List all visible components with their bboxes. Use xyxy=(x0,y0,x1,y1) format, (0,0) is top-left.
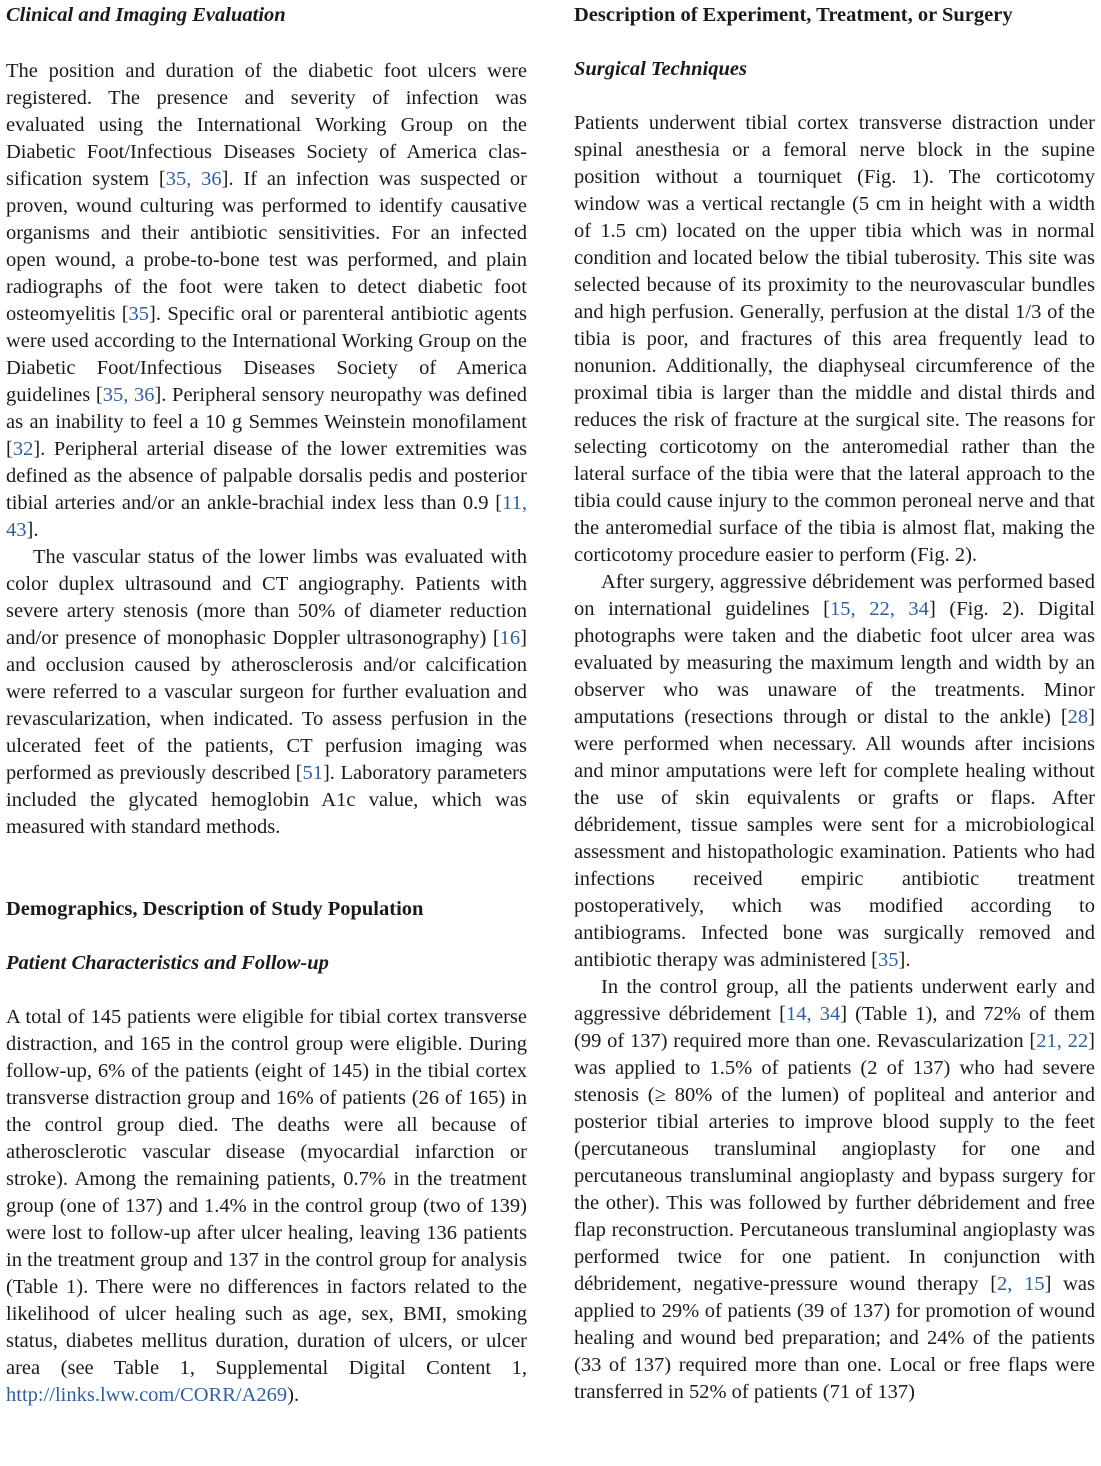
paragraph xyxy=(6,1004,527,1409)
text-run: ] were performed when necessary. All wounds after incisions and minor amputations were left for complete healing without the use of skin equivalents or grafts or flaps. After débridement, tissue samples were sent for a microbiological assessment and histopathologic examination. Patients who had infections received empiric antibiotic treatment postoperatively, which was modified according to antibiograms. Infected bone was surgically removed and antibiotic therapy was administered [ xyxy=(574,706,1095,971)
citation-link[interactable]: 16 xyxy=(499,627,521,649)
right-column xyxy=(574,0,1095,1406)
text-run: The position and duration of the diabetic foot ulcers were registered. The presence and severity of infection was evaluated using the International Working Group on the Diabetic Foot/Infectious Diseases Society of America classification system [ xyxy=(6,60,527,190)
paragraph xyxy=(6,58,527,544)
experiment-heading: Description of Experiment, Treatment, or Surgery xyxy=(574,4,1013,26)
text-run: Patients underwent tibial cortex transverse distraction under spinal anesthesia or a femoral nerve block in the supine position without a tourniquet (Fig. 1). The corticotomy window was a vertical rectangle (5 cm in height with a width of 1.5 cm) located on the upper tibia which was in normal condition and located below the tibial tuberosity. This site was selected because of its proximity to the neurovascular bundles and high perfusion. Generally, perfusion at the distal 1/3 of the tibia is poor, and fractures of this area frequently lead to nonunion. Additionally, the diaphyseal circumference of the proximal tibia is larger than the middle and distal thirds and reduces the risk of fracture at the surgical site. The reasons for selecting corticotomy on the anteromedial rather than the lateral surface of the tibia were that the lateral approach to the tibia could cause injury to the common peroneal nerve and that the anteromedial surface of the tibia is almost flat, making the corticotomy procedure easier to perform (Fig. 2). xyxy=(574,112,1095,566)
text-run: ] and occlusion caused by atherosclerosis and/or calcification were referred to a vascular surgeon for further evaluation and revascularization, when indicated. To assess perfusion in the ulcerated feet of the patients, CT perfusion imaging was performed as previously described [ xyxy=(6,627,527,784)
text-run: ] (Fig. 2). Digital photographs were taken and the diabetic foot ulcer area was evaluated by measuring the maximum length and width by an observer who was unaware of the treatments. Minor amputations (resections through or distal to the ankle) [ xyxy=(574,598,1095,728)
citation-link[interactable]: 35 xyxy=(128,303,150,325)
demographics-heading: Demographics, Description of Study Population xyxy=(6,898,424,920)
text-run: ]. Peripheral sensory neuropathy was defined as an inability to feel a 10 g Semmes Weinstein monofilament [ xyxy=(6,384,527,460)
patient-characteristics-heading: Patient Characteristics and Follow-up xyxy=(6,952,329,974)
text-run: ]. Peripheral arterial disease of the lower extremities was defined as the absence of palpable dorsalis pedis and posterior tibial arteries and/or an ankle-brachial index less than 0.9 [ xyxy=(6,438,527,514)
paragraph xyxy=(574,974,1095,1406)
citation-link[interactable]: 21, 22 xyxy=(1036,1030,1089,1052)
text-run: ] (Table 1), and 72% of them (99 of 137) required more than one. Revascularization [ xyxy=(574,1003,1096,1052)
paragraph xyxy=(6,544,527,841)
text-run: ]. xyxy=(26,519,39,541)
citation-link[interactable]: 35, 36 xyxy=(102,384,155,406)
text-run: A total of 145 patients were eligible for tibial cortex transverse distraction, and 165 in the control group were eligible. During follow-up, 6% of the patients (eight of 145) in the tibial cortex transverse distraction group and 16% of patients (26 of 165) in the control group died. The deaths were all because of atherosclerotic vascular disease (myocardial infarction or stroke). Among the remaining patients, 0.7% in the treatment group (one of 137) and 1.4% in the control group (two of 139) were lost to follow-up after ulcer healing, leaving 136 patients in the treatment group and 137 in the control group for analysis (Table 1). There were no differences in factors related to the likelihood of ulcer healing such as age, sex, BMI, smoking status, diabetes mellitus duration, duration of ulcers, or ulcer area (see Table 1, Supplemental Digital Content 1, xyxy=(6,1006,527,1379)
text-run: ] was applied to 29% of patients (39 of 137) for promotion of wound healing and wound bed preparation; and 24% of the patients (33 of 137) required more than one. Local or free flaps were transferred in 52% of patients (71 of 137) xyxy=(574,1273,1096,1403)
citation-link[interactable]: 35 xyxy=(878,949,899,971)
citation-link[interactable]: 35, 36 xyxy=(165,168,222,190)
supplemental-link[interactable]: http://links.lww.com/CORR/A269 xyxy=(6,1384,288,1406)
text-run: The vascular status of the lower limbs was evaluated with color duplex ultrasound and CT angiography. Patients with severe artery stenosis (more than 50% of diameter reduction and/or presence of monophasic Doppler ultrasonography) [ xyxy=(6,546,527,649)
text-run: ]. Specific oral or parenteral antibiotic agents were used according to the International Working Group on the Diabetic Foot/Infectious Diseases Society of America guidelines [ xyxy=(6,303,527,406)
text-run: In the control group, all the patients underwent early and aggressive débridement [ xyxy=(574,976,1095,1025)
citation-link[interactable]: 28 xyxy=(1067,706,1089,728)
citation-link[interactable]: 32 xyxy=(12,438,34,460)
citation-link[interactable]: 2, 15 xyxy=(997,1273,1045,1295)
citation-link[interactable]: 15, 22, 34 xyxy=(829,598,929,620)
text-run: ]. Laboratory parameters included the glycated hemoglobin A1c value, which was measured with standard methods. xyxy=(6,762,527,838)
text-run: ). xyxy=(287,1384,300,1406)
clinical-heading: Clinical and Imaging Evaluation xyxy=(6,4,286,26)
paragraph xyxy=(574,569,1095,974)
citation-link[interactable]: 11, 43 xyxy=(6,492,527,541)
text-run: After surgery, aggressive débridement was performed based on international guidelines [ xyxy=(574,571,1095,620)
surgical-techniques-heading: Surgical Techniques xyxy=(574,58,747,80)
text-run: ]. xyxy=(898,949,911,971)
citation-link[interactable]: 14, 34 xyxy=(785,1003,841,1025)
text-run: ] was applied to 1.5% of patients (2 of 137) who had severe stenosis (≥ 80% of the lumen) of popliteal and anterior and posterior tibial arteries to improve blood supply to the feet (percutaneous transluminal angioplasty for one and percutaneous transluminal angioplasty and bypass surgery for the other). This was followed by further débridement and free flap reconstruction. Percutaneous transluminal angioplasty was performed twice for one patient. In conjunction with débridement, negative-pressure wound therapy [ xyxy=(574,1030,1095,1295)
left-column xyxy=(6,0,527,1409)
paragraph xyxy=(574,110,1095,569)
citation-link[interactable]: 51 xyxy=(302,762,323,784)
text-run: ]. If an infection was suspected or proven, wound culturing was performed to identify causative organisms and their antibiotic sensitivities. For an infected open wound, a probe-to-bone test was performed, and plain radiographs of the foot were taken to detect diabetic foot osteomyelitis [ xyxy=(6,168,527,325)
